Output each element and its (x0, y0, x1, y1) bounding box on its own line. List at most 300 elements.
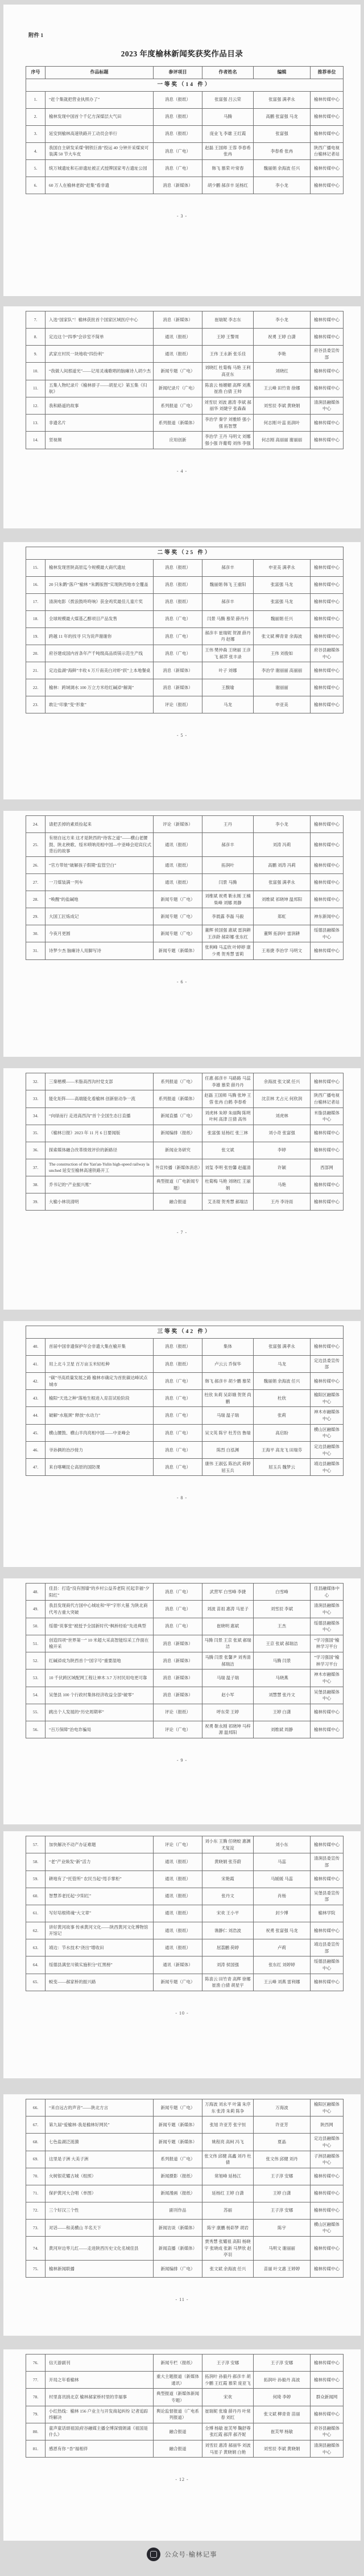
authors-cell: 刘涛 侯国强 (202, 1956, 254, 1974)
category-cell: 评论（新媒体） (154, 816, 202, 833)
table-row (26, 380, 344, 397)
authors-cell: 宋欢 (202, 2389, 254, 2406)
title-cell: 统万城遗址和石峁遗址被正式授牌国家考古遗址公园 (46, 159, 154, 177)
title-cell: 榆阳“天选之种”落地生根进入育苗试验阶段 (46, 1390, 154, 1407)
unit-cell: 榆林传媒中心 (311, 1721, 344, 1738)
table-row (26, 1704, 344, 1721)
unit-cell: 榆林传媒中心 (311, 2355, 344, 2372)
unit-cell: 米脂县融媒体中心 (311, 1107, 344, 1125)
category-cell: 系列报道（新媒体） (154, 1090, 202, 1107)
title-cell: 小红热线：榆林 156 户业主与开发商起纠纷 记者追踪终解决 (46, 2406, 154, 2423)
serial-cell: 2. (26, 108, 46, 125)
unit-cell: 榆林传媒中心 (311, 1193, 344, 1211)
editors-cell: 卢莉 (254, 1939, 311, 1956)
unit-cell: 榆林传媒中心 (311, 576, 344, 593)
title-cell: 延安到榆林高速铁路开工动员会举行 (46, 125, 154, 142)
unit-cell: 榆林传媒中心 (311, 1142, 344, 1159)
page-number: - 9 - (176, 1758, 188, 1763)
category-cell: 消息（新媒体） (154, 679, 202, 696)
table-row (26, 2440, 344, 2458)
title-cell: 一刀煤装满一列车 (46, 873, 154, 891)
title-cell: “我做人间那道光”——记用灵魂歌唱的脑瘫诗人胡少杰 (46, 363, 154, 380)
unit-cell: 榆林传媒中心 (311, 816, 344, 833)
serial-cell: 63. (26, 1939, 46, 1956)
category-cell: 系列报道（广电） (154, 2151, 202, 2168)
authors-cell: 全博 杨敏 崔芙琴 鞠舒尊 张红霞 郝萍 郝齐妮 (202, 2423, 254, 2440)
authors-cell: 郝彦丰 崔瑞妮 贺源 薛丹丹 赵娜 (202, 627, 254, 645)
unit-cell: 榆林传媒中心 (311, 1836, 344, 1853)
unit-cell: 榆林传媒中心 (311, 679, 344, 696)
table-row (26, 2260, 344, 2277)
unit-cell: 榆林传媒中心 (311, 1073, 344, 1090)
unit-cell: 榆林传媒中心 (311, 610, 344, 627)
serial-cell: 35. (26, 1125, 46, 1142)
awards-table (26, 2354, 344, 2458)
serial-cell: 78. (26, 2389, 46, 2406)
authors-cell: 刘小东 王腾 任晓蛟 惠渊 尤复淀 (202, 1836, 254, 1853)
editors-cell: 祝勇 王婷 白潇 (254, 329, 311, 346)
serial-cell: 11. (26, 380, 46, 397)
serial-cell: 42. (26, 1372, 46, 1389)
authors-cell: 刘雪辰 刘波 惠涛 李斌 郝丽华 刘婕宇 张森森 (202, 397, 254, 414)
table-row (26, 2237, 344, 2261)
page-number: - 8 - (176, 1495, 188, 1501)
authors-cell: 黄晓娟 张芬蔚 (202, 1853, 254, 1871)
category-cell: 消息（广电） (154, 1459, 202, 1476)
page-number: - 10 - (175, 2010, 189, 2016)
editors-cell: 高鹏 张富强 马龙 (254, 108, 311, 125)
table-row (26, 645, 344, 662)
category-cell: 新闻专栏（报纸） (154, 2355, 202, 2372)
serial-cell: 36. (26, 1142, 46, 1159)
editors-cell: 余海波 张文斌 任兴 (254, 1073, 311, 1090)
title-cell: 我国自主研发采煤“钢铁巨兽”投运 40 分钟开采煤炭可装满 50 节大车皮 (46, 142, 154, 159)
title-cell: 能化矩阵——高端能化看榆林 创新驱动争一流 (46, 1090, 154, 1107)
category-cell: 通讯（报纸） (154, 329, 202, 346)
title-cell: 这里是子洲 大美子洲 (46, 2151, 154, 2168)
authors-cell: 韩飞 慕荣 叶常春 (202, 159, 254, 177)
authors-cell: 庞业飞 李雄 王红霞 (202, 125, 254, 142)
page-number: - 3 - (176, 213, 188, 219)
title-cell: 童声童话颂祖国|府谷融媒主播全博深情朗诵《祖国是什么》 (46, 2423, 154, 2440)
table-row (26, 1956, 344, 1974)
authors-cell: 姚程亮 高柯 冯飞 (202, 2134, 254, 2151)
serial-cell: 3. (26, 125, 46, 142)
title-cell: 首届中国非遗保护年会非遗大集在榆开集 (46, 1338, 154, 1355)
table-row (26, 1390, 344, 1407)
unit-cell: 榆林传媒中心 (311, 2237, 344, 2261)
table-row (26, 1372, 344, 1389)
title-cell: 我县发现商代方国中心城址和“甲”字形大墓 为陕北商代考古重大突破 (46, 1601, 154, 1618)
category-cell: 新闻专题（广电） (154, 363, 202, 380)
category-cell: 消息（报纸） (154, 559, 202, 576)
unit-cell: 榆林传媒中心 (311, 2202, 344, 2219)
title-cell: 定边这个“四季”会诊室不简单 (46, 329, 154, 346)
serial-cell: 45. (26, 1424, 46, 1441)
editors-cell: 张富强 满孝永 (254, 873, 311, 891)
unit-cell: 榆阳区融媒体中心 (311, 2099, 344, 2116)
serial-cell: 15. (26, 559, 46, 576)
editors-cell: 申亚美 (254, 696, 311, 713)
serial-cell: 22. (26, 679, 46, 696)
title-cell: 清涧电影《拨浪鼓咚咚响》获金鸡奖最佳儿童片奖 (46, 593, 154, 610)
editors-cell: 张富强 马龙 (254, 593, 311, 610)
editors-cell: 苗丽 叶文惠 王婷婷 (254, 2260, 311, 2277)
title-cell: 村里喜讯捎北京 榆林郝家桥村里的幸福事 (46, 2389, 154, 2406)
category-cell: 典型报道（新媒体新闻专题） (154, 2389, 202, 2406)
editors-cell: 谢丽丽 (254, 679, 311, 696)
editors-cell: 魏丽娟 余海波 任兴 (254, 1372, 311, 1389)
category-cell: 新闻纪录片（广电） (154, 380, 202, 397)
table-row (26, 2389, 344, 2406)
unit-cell: 西部网 (311, 1159, 344, 1176)
serial-cell: 46. (26, 1441, 46, 1458)
serial-cell: 50. (26, 1618, 46, 1635)
editors-cell: 高鹏 刘涛 冯莉 (254, 856, 311, 873)
category-cell: 消息（广电） (154, 1424, 202, 1441)
serial-cell: 38. (26, 1176, 46, 1193)
authors-cell: 张文斌 (202, 1142, 254, 1159)
editors-cell: 屈玉兵 魏梦云 (254, 1459, 311, 1476)
category-cell: 消息（广电） (154, 1618, 202, 1635)
unit-cell: 吴堡县融媒体中心 (311, 1687, 344, 1704)
authors-cell: 闫景 马腾 (202, 873, 254, 891)
table-row (26, 559, 344, 576)
unit-cell: 靖边县融媒体中心 (311, 1459, 344, 1476)
category-cell: 新闻直播（广电） (154, 1107, 202, 1125)
serial-cell: 14. (26, 432, 46, 449)
attachment-label: 附件 1 (28, 33, 44, 39)
table-row (26, 1193, 344, 1211)
serial-cell: 40. (26, 1338, 46, 1355)
table-row (26, 1355, 344, 1372)
category-cell: 消息（新媒体） (154, 311, 202, 329)
table-row (26, 346, 344, 363)
authors-cell: 王伟 樊仲森 王晓丽 王彦飞 郝萍 张丰录 (202, 645, 254, 662)
authors-cell: 集体 (202, 1338, 254, 1355)
account-logo-icon (147, 2548, 160, 2561)
table-row (26, 1159, 344, 1176)
table-row (26, 2185, 344, 2202)
document-page (3, 1831, 361, 2078)
category-cell: 应用创新 (154, 432, 202, 449)
table-row (26, 1176, 344, 1193)
title-cell: “百万保障”治电诈骗局 (46, 1721, 154, 1738)
authors-cell: 贾秀慧 张耀祖 高阳 杨晓宇 张晓成 张新 马梦欣 赵亭羽 (202, 2237, 254, 2261)
serial-cell: 25. (26, 833, 46, 857)
authors-cell: 陈烈 白泓渊 (202, 1441, 254, 1458)
table-row (26, 1338, 344, 1355)
serial-cell: 58. (26, 1853, 46, 1871)
category-cell: 消息（报纸） (154, 108, 202, 125)
serial-cell: 81. (26, 2440, 46, 2458)
unit-cell: 榆林传媒中心 (311, 833, 344, 857)
table-row (26, 816, 344, 833)
serial-cell: 59. (26, 1871, 46, 1888)
category-cell: 通讯（报纸） (154, 856, 202, 873)
authors-cell: 张丹文 (202, 1888, 254, 1905)
table-row (26, 415, 344, 432)
editors-cell: 郑虹 (254, 908, 311, 925)
document-page (3, 1068, 361, 1310)
table-row (26, 1836, 344, 1853)
unit-cell: 定边县融媒体中心 (311, 1441, 344, 1458)
authors-cell: 赵小军 (202, 1687, 254, 1704)
authors-cell: 刘波 苗祖 惠涛 马星子 (202, 1601, 254, 1618)
authors-cell: 闫景 马腾 慕荣 薛丹丹 (202, 610, 254, 627)
title-cell: 今夜月更圆 (46, 925, 154, 942)
editors-cell: 李治学 谢丽丽 高丽丽 (254, 662, 311, 679)
serial-cell: 37. (26, 1159, 46, 1176)
editors-cell: 张莉 (254, 1407, 311, 1424)
table-row (26, 2099, 344, 2116)
title-cell: 10 千伏跨区域配网工程让神木 3.7 万村民用电更可靠 (46, 1670, 154, 1687)
editors-cell: 刘维斌 祁晓坤 温邦阳 (254, 891, 311, 908)
category-cell: 通讯（新媒体） (154, 1956, 202, 1974)
title-cell: 请把丢掉的素质捡起来 (46, 816, 154, 833)
category-cell: 通讯（报纸） (154, 1888, 202, 1905)
unit-cell: 群众新闻网 (311, 2389, 344, 2406)
unit-cell: 定边县委宣传部 (311, 1355, 344, 1372)
table-row (26, 1424, 344, 1441)
unit-cell: 榆林传媒中心 (311, 380, 344, 397)
category-cell: 消息（报纸） (154, 125, 202, 142)
title-cell: 敢让“印象”变“形象” (46, 696, 154, 713)
unit-cell: 榆林传媒中心 (311, 363, 344, 380)
page-number: - 12 - (175, 2477, 189, 2483)
unit-cell: 榆林传媒中心 (311, 2260, 344, 2277)
serial-cell: 73. (26, 2219, 46, 2236)
table-row (26, 1687, 344, 1704)
table-row (26, 2372, 344, 2389)
serial-cell: 72. (26, 2202, 46, 2219)
category-cell: 评论（报纸） (154, 696, 202, 713)
title-cell: “官方带娃”破解孩子假期“监管空白” (46, 856, 154, 873)
serial-cell: 68. (26, 2134, 46, 2151)
authors-cell: 拓润叶 孙毅丹 郝彦丰 胡少鹏 王红霞 慕荣 庞亚飞 (202, 2372, 254, 2389)
table-row (26, 696, 344, 713)
editors-cell: 夏晶 (254, 2134, 311, 2151)
award-tier-section-row (26, 79, 344, 92)
table-row (26, 2406, 344, 2423)
category-cell: 消息（报纸） (154, 576, 202, 593)
category-cell: 新闻专题（广电） (154, 2099, 202, 2116)
table-row (26, 942, 344, 959)
serial-cell: 10. (26, 363, 46, 380)
authors-cell: 魏丽娟 韩飞 王重阳 (202, 576, 254, 593)
category-cell: 消息（广电） (154, 610, 202, 627)
category-cell: 消息（新媒体） (154, 1670, 202, 1687)
authors-cell: 任惠 郝彦丰 马路路 马蕊 李雄 慕荣 薛丹丹 (202, 1073, 254, 1090)
category-cell: 外宣传播（新媒体消息） (154, 1159, 202, 1176)
category-cell: 消息（广电） (154, 1601, 202, 1618)
title-cell: 耕地有了“托管所” 农民当起“甩手掌柜” (46, 1871, 154, 1888)
column-header: 推荐单位 (311, 67, 344, 79)
editors-cell: 李小龙 (254, 311, 311, 329)
editors-cell: 张文斌 柳青青 余海波 (254, 627, 311, 645)
authors-cell: 陈宇 康鹏 杨彩梦 胡岩 (202, 2219, 254, 2236)
editors-cell: 刘小奇 张富强 (254, 1125, 311, 1142)
category-cell: 消息（新媒体） (154, 177, 202, 194)
unit-cell: 榆林传媒中心 (311, 108, 344, 125)
unit-cell: 府谷县委宣传部 (311, 346, 344, 363)
document-page (3, 1578, 361, 1824)
unit-cell: 定边县融媒体中心 (311, 2134, 344, 2151)
table-row (26, 2116, 344, 2134)
serial-cell: 65. (26, 1974, 46, 1991)
table-row (26, 2423, 344, 2440)
table-row (26, 1459, 344, 1476)
authors-cell: 马龙 (202, 696, 254, 713)
category-cell: 新闻专题（广电） (154, 925, 202, 942)
authors-cell: 马瑞 温子瑞 (202, 1670, 254, 1687)
category-cell: 新闻摄影（报纸） (154, 2168, 202, 2185)
unit-cell: 榆林传媒中心 (311, 311, 344, 329)
unit-cell: 榆林传媒中心 (311, 856, 344, 873)
authors-cell: 延杨红 王婷 白潇 (202, 2185, 254, 2202)
editors-cell: 魏丽娟 余海波 任兴 (254, 159, 311, 177)
authors-cell: 王馥瑜 (202, 679, 254, 696)
table-row (26, 1939, 344, 1956)
table-row (26, 1407, 344, 1424)
title-cell: 横山腰鼓、横山羊肉亮相中国——中亚峰会 (46, 1424, 154, 1441)
serial-cell: 1. (26, 91, 46, 108)
editors-cell: 王杰 (254, 1618, 311, 1635)
column-header: 序号 (26, 67, 46, 79)
title-cell: 智慧养老托起“夕阳红” (46, 1888, 154, 1905)
unit-cell: 榆林传媒中心 (311, 559, 344, 576)
category-cell: 系列报道（新媒体） (154, 415, 202, 432)
table-row (26, 873, 344, 891)
category-cell: 消息（广电） (154, 627, 202, 645)
category-cell: 新闻编排（广电） (154, 2260, 202, 2277)
awards-table (26, 1326, 344, 1476)
title-cell: 七色盐湖泛涟漪 (46, 2134, 154, 2151)
category-cell: 舆论监督报道（广电系列报道） (154, 2406, 202, 2423)
unit-cell: 横山区融媒体中心 (311, 2219, 344, 2236)
serial-cell: 29. (26, 908, 46, 925)
editors-cell: 刘雪辰 李斌 黄晓娟 (254, 397, 311, 414)
wechat-account-badge (0, 2548, 364, 2561)
table-row (26, 2168, 344, 2185)
table-row (26, 833, 344, 857)
authors-cell: 郝彦丰 (202, 593, 254, 610)
document-page (3, 306, 361, 528)
table-row (26, 1618, 344, 1635)
editors-cell: 张富强 满孝永 (254, 91, 311, 108)
editors-cell: 拓润叶 孙毅丹 高波 (254, 2372, 311, 2389)
authors-cell: 卢云云 乔保华 (202, 1355, 254, 1372)
awards-table (26, 547, 344, 713)
editors-cell: 马艳 (254, 1176, 311, 1193)
unit-cell: 榆林学院 (311, 1905, 344, 1922)
title-cell: “碳”寻高质量发展之路 榆林市确定为首批碳达峰试点城市 (46, 1372, 154, 1389)
table-row (26, 1871, 344, 1888)
title-cell: “向绿而行 走进高西沟”首个全国生态日直播 (46, 1107, 154, 1125)
title-cell: 用上北斗卫星 百万亩玉米轻松种 (46, 1355, 154, 1372)
editors-cell: 何琦 李婷 (254, 2389, 311, 2406)
authors-cell: 李治学 秦学 刘雅娇 强小强 拓智慧 (202, 415, 254, 432)
authors-cell: 李晨露 李磊 马毅 (202, 908, 254, 925)
serial-cell: 39. (26, 1193, 46, 1211)
category-cell: 融合报道 (154, 1193, 202, 1211)
authors-cell: 胡少鹏 郝彦丰 延杨红 (202, 177, 254, 194)
editors-cell: 魏丽娟 任兴 (254, 610, 311, 627)
authors-cell: 李治学 王丹 马明文 刘娜 强小强 许葡萄 刘伟 李强 (202, 432, 254, 449)
category-cell: 新闻直播（新媒体） (154, 2237, 202, 2261)
serial-cell: 28. (26, 891, 46, 908)
unit-cell: 神东新闻中心 (311, 908, 344, 925)
authors-cell: 杜欣 朱莉 吴彩娥 贺贤 尚鹏 (202, 1390, 254, 1407)
category-cell: 消息（广电） (154, 1407, 202, 1424)
title-cell: 竖视频 (46, 432, 154, 449)
title-cell: 讲好黄河故事 传承黄河文化——陕西黄河文化博物馆开馆记 (46, 1922, 154, 1939)
authors-cell: 屈荔鹏 荷婷 (202, 1939, 254, 1956)
authors-cell: 赵磊 王国师 马腾 张坤 王蓉 张冉 白鹤 李春希 (202, 1090, 254, 1107)
serial-cell: 43. (26, 1390, 46, 1407)
authors-cell: 郝彦丰 (202, 833, 254, 857)
unit-cell: 吴堡县委宣传部 (311, 1888, 344, 1905)
unit-cell: 榆林传媒中心 (311, 432, 344, 449)
unit-cell: 榆林传媒中心 (311, 1704, 344, 1721)
editors-cell: 刘小东 (254, 1836, 311, 1853)
category-cell: 消息（报纸） (154, 91, 202, 108)
table-row (26, 1090, 344, 1107)
title-cell: “赶个集就把营业执照办了” (46, 91, 154, 108)
editors-cell: 马腾 闫景 (254, 1652, 311, 1670)
document-page (3, 811, 361, 1057)
title-cell: 跳出个人发展的“历史周期率” (46, 1704, 154, 1721)
authors-cell: 崔瑞妮 张瑜 薛丹丹 叶常春 刘红 (202, 2406, 254, 2423)
unit-cell: 陕西网 (311, 2116, 344, 2134)
serial-cell: 54. (26, 1687, 46, 1704)
title-cell: 60 万人在榆林老街“赶集”看非遗 (46, 177, 154, 194)
category-cell: 消息（广电） (154, 1441, 202, 1458)
editors-cell: 马晓燕 (254, 1670, 311, 1687)
category-cell: 消息（报纸） (154, 1355, 202, 1372)
table-row (26, 610, 344, 627)
authors-cell: 张富强 吕云荣 (202, 91, 254, 108)
serial-cell: 31. (26, 942, 46, 959)
title-cell: “老”产业焕发“新”活力 (46, 1853, 154, 1871)
table-row (26, 1670, 344, 1687)
serial-cell: 55. (26, 1704, 46, 1721)
category-cell: 新闻编排（报纸） (154, 1125, 202, 1142)
editors-cell: 刘慧慧 张丹文 (254, 1687, 311, 1704)
authors-cell: 刘虎林 朱婷 朱丽陶 陈明 叶柯 高津 汪倩 高伟 (202, 1107, 254, 1125)
table-row (26, 925, 344, 942)
serial-cell: 64. (26, 1956, 46, 1974)
title-cell: 三秦楷模——米脂高西沟村党支部 (46, 1073, 154, 1090)
category-cell: 融合报道 (154, 2440, 202, 2458)
title-cell: 绥德“说事堂”被授予全国新时代“枫桥经验”先进典型 (46, 1618, 154, 1635)
serial-cell: 47. (26, 1459, 46, 1476)
category-cell: 消息（广电） (154, 159, 202, 177)
table-row (26, 363, 344, 380)
serial-cell: 19. (26, 627, 46, 645)
authors-cell: 张利峰 马孟欣 叶婷婷 康少勇 贺秀慧 雷莉 (202, 942, 254, 959)
category-cell: 融合报道 (154, 2423, 202, 2440)
authors-cell: 刘维斌 祝勇 靳永刚 王楠 柴峰 刘娜 周静 (202, 891, 254, 908)
unit-cell: 子洲县融媒体中心 (311, 2151, 344, 2168)
table-row (26, 397, 344, 414)
unit-cell: 绥德县融媒体中心 (311, 1618, 344, 1635)
category-cell: 消息（报纸） (154, 593, 202, 610)
table-row (26, 1107, 344, 1125)
table-row (26, 2355, 344, 2372)
awards-table (26, 1836, 344, 1991)
category-cell: 重大主题报道（新媒体通讯） (154, 2372, 202, 2389)
